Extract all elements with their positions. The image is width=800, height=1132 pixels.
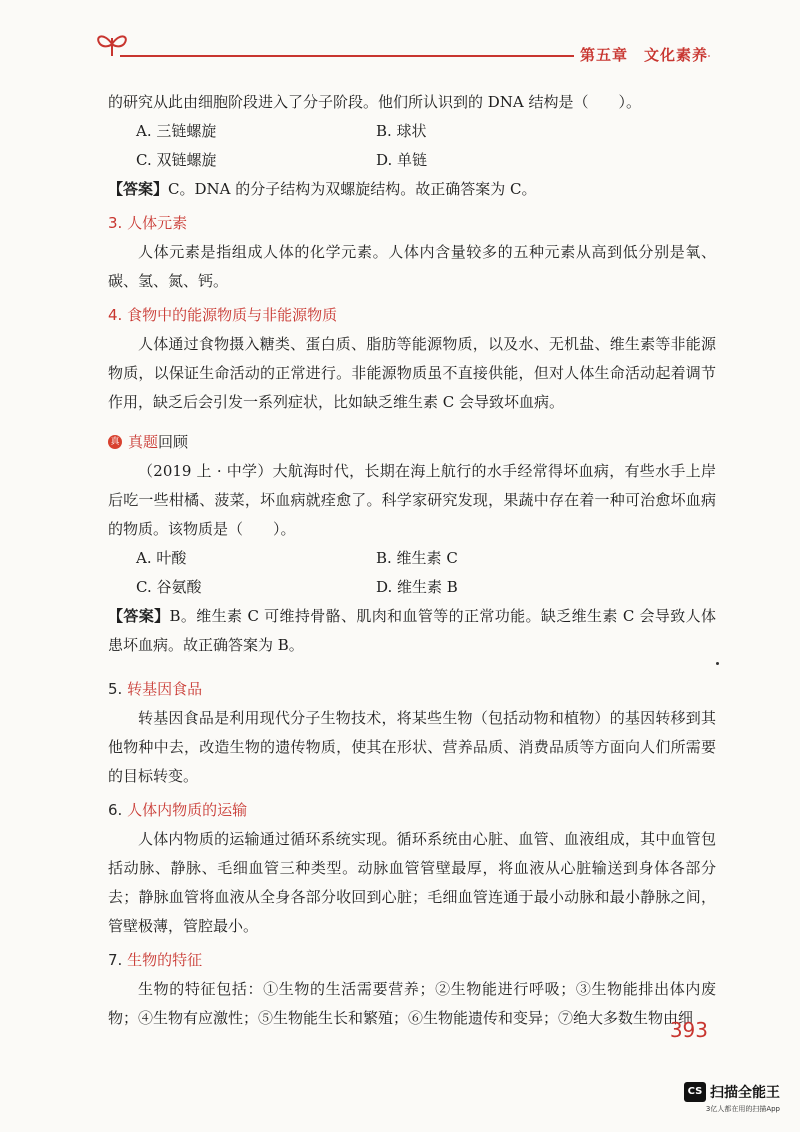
q1-stem: 的研究从此由细胞阶段进入了分子阶段。他们所认识到的 DNA 结构是（ ）。 [108, 93, 642, 111]
header-decoration [0, 0, 800, 80]
review-title-part1: 真题 [128, 433, 159, 451]
camscanner-logo-icon: CS [684, 1082, 706, 1102]
q1-answer [108, 175, 716, 204]
q1-answer-key: 【答案】 [108, 180, 169, 198]
section-6-title: 人体内物质的运输 [127, 801, 248, 819]
section-5-body: 转基因食品是利用现代分子生物技术，将某些生物（包括动物和植物）的基因转移到其他物种中去，改造生物的遗传物质，使其在形状、营养品质、消费品质等方面向人们所需要的目标转变。 [108, 709, 716, 785]
section-3-heading [108, 208, 716, 238]
q1-option-d: D. 单链 [376, 151, 428, 169]
watermark-subtitle: 3亿人都在用的扫描App [705, 1105, 780, 1113]
review-option-b: B. 维生素 C [376, 549, 458, 567]
section-4-title: 食物中的能源物质与非能源物质 [127, 306, 338, 324]
section-7-body: 生物的特征包括：①生物的生活需要营养；②生物能进行呼吸；③生物能排出体内废物；④生物有应激性；⑤生物能生长和繁殖；⑥生物能遗传和变异；⑦绝大多数生物由细 [108, 980, 716, 1027]
q1-option-a: A. 三链螺旋 [136, 122, 217, 140]
review-answer [108, 602, 716, 660]
section-7-title: 生物的特征 [127, 951, 203, 969]
q1-option-b: B. 球状 [376, 122, 427, 140]
section-5-heading [108, 674, 716, 704]
review-badge-icon: 真 [108, 435, 122, 449]
review-answer-key: 【答案】 [108, 607, 170, 625]
page-number: 393 [669, 1018, 708, 1042]
section-3-body: 人体元素是指组成人体的化学元素。人体内含量较多的五种元素从高到低分别是氧、碳、氢、氮、钙。 [108, 243, 716, 290]
section-4-heading [108, 300, 716, 330]
section-5-number: 5. [108, 680, 128, 698]
review-option-c: C. 谷氨酸 [136, 578, 202, 596]
section-3-number: 3. [108, 214, 128, 232]
section-4-body: 人体通过食物摄入糖类、蛋白质、脂肪等能源物质，以及水、无机盐、维生素等非能源物质，以保证生命活动的正常进行。非能源物质虽不直接供能，但对人体生命活动起着调节作用，缺乏后会引发一系列症状，比如缺乏维生素 C 会导致坏血病。 [108, 335, 716, 411]
q1-answer-text: C。DNA 的分子结构为双螺旋结构。故正确答案为 C。 [168, 180, 537, 198]
review-answer-text: B。维生素 C 可维持骨骼、肌肉和血管等的正常功能。缺乏维生素 C 会导致人体患坏血病。故正确答案为 B。 [108, 607, 716, 654]
review-option-a: A. 叶酸 [136, 549, 187, 567]
review-options [136, 544, 716, 602]
section-4-number: 4. [108, 306, 128, 324]
page-content [108, 88, 716, 1033]
review-title-part2: 回顾 [158, 433, 189, 451]
review-heading [108, 427, 716, 457]
chapter-title: 第五章 文化素养 [574, 44, 708, 65]
section-6-heading [108, 795, 716, 825]
page-header [0, 0, 800, 80]
section-3-title: 人体元素 [127, 214, 188, 232]
sprout-icon [98, 36, 126, 56]
section-6-number: 6. [108, 801, 128, 819]
scanner-watermark [684, 1082, 780, 1113]
section-6-body: 人体内物质的运输通过循环系统实现。循环系统由心脏、血管、血液组成，其中血管包括动脉、静脉、毛细血管三种类型。动脉血管管壁最厚，将血液从心脏输送到身体各部分去；静脉血管将血液从全身各部分收回到心脏；毛细血管连通于最小动脉和最小静脉之间，管壁极薄，管腔最小。 [108, 830, 716, 935]
scan-speck [716, 662, 719, 665]
section-7-heading [108, 945, 716, 975]
review-option-d: D. 维生素 B [376, 578, 458, 596]
watermark-name: 扫描全能王 [710, 1085, 780, 1101]
review-stem: （2019 上 · 中学）大航海时代，长期在海上航行的水手经常得坏血病，有些水手上岸后吃一些柑橘、菠菜，坏血病就痊愈了。科学家研究发现，果蔬中存在着一种可治愈坏血病的物质。该物质是（ ）。 [108, 462, 716, 538]
q1-option-c: C. 双链螺旋 [136, 151, 217, 169]
section-7-number: 7. [108, 951, 128, 969]
section-5-title: 转基因食品 [127, 680, 203, 698]
q1-options [136, 117, 716, 175]
